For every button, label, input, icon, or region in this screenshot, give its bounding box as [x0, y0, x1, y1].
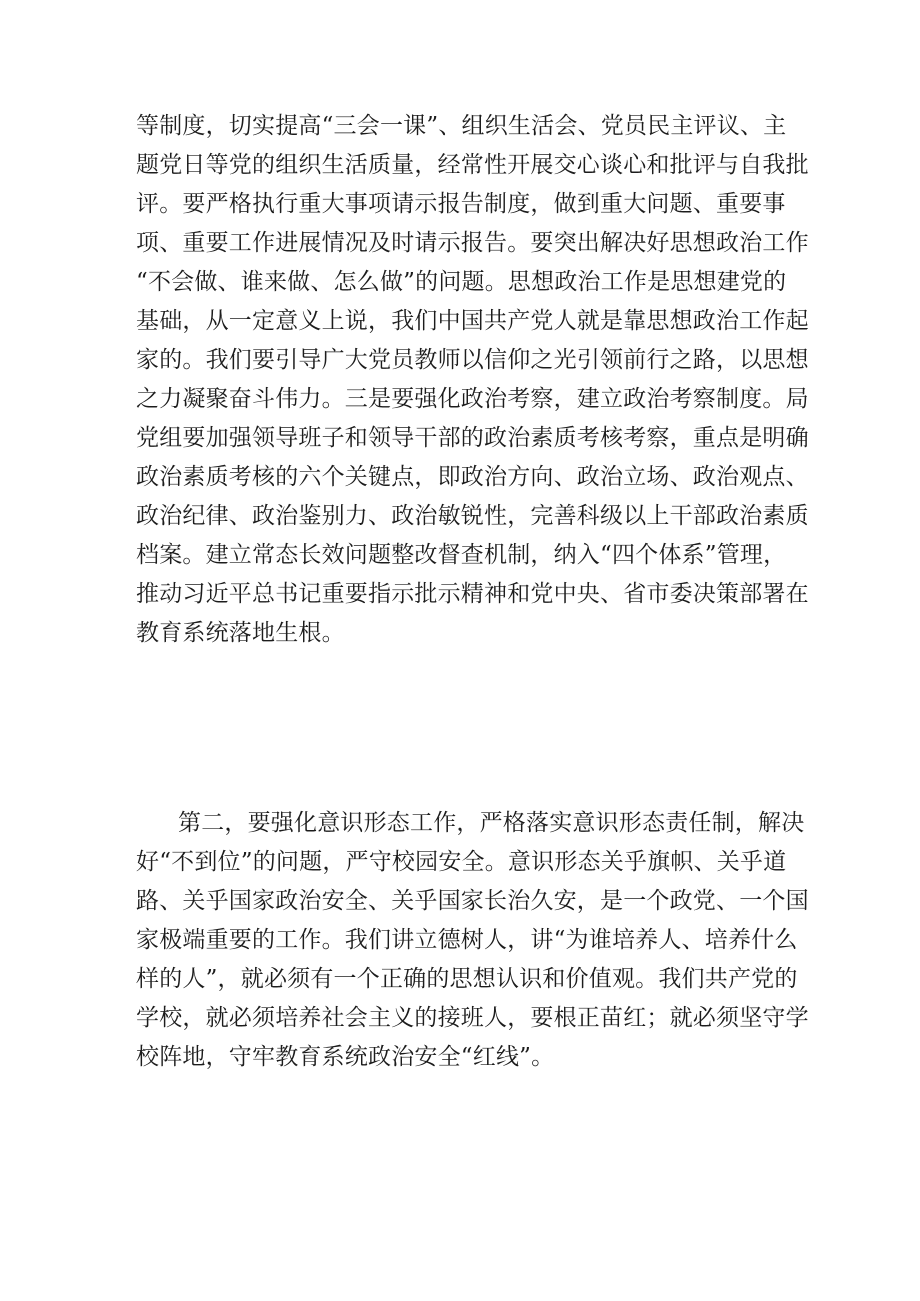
text-line: 好“不到位”的问题，严守校园安全。意识形态关乎旗帜、关乎道 — [136, 849, 787, 875]
text-line: 推动习近平总书记重要指示批示精神和党中央、省市委决策部署在 — [136, 581, 809, 607]
text-line: 校阵地，守牢教育系统政治安全“红线”。 — [136, 1044, 555, 1070]
text-line: 项、重要工作进展情况及时请示报告。要突出解决好思想政治工作 — [136, 230, 809, 256]
text-line: 样的人”，就必须有一个正确的思想认识和价值观。我们共产党的 — [136, 966, 798, 992]
paragraph-2 — [136, 804, 809, 1077]
text-line: 教育系统落地生根。 — [136, 620, 345, 646]
text-line: 档案。建立常态长效问题整改督查机制，纳入“四个体系”管理， — [136, 542, 787, 568]
text-line: 家的。我们要引导广大党员教师以信仰之光引领前行之路，以思想 — [136, 347, 809, 373]
text-line: 之力凝聚奋斗伟力。三是要强化政治考察，建立政治考察制度。局 — [136, 386, 809, 412]
text-line: 政治纪律、政治鉴别力、政治敏锐性，完善科级以上干部政治素质 — [136, 503, 809, 529]
text-line: “不会做、谁来做、怎么做”的问题。思想政治工作是思想建党的 — [136, 269, 787, 295]
text-line: 学校，就必须培养社会主义的接班人，要根正苗红；就必须坚守学 — [136, 1005, 809, 1031]
text-line: 基础，从一定意义上说，我们中国共产党人就是靠思想政治工作起 — [136, 308, 809, 334]
text-line: 评。要严格执行重大事项请示报告制度，做到重大问题、重要事 — [136, 191, 786, 217]
paragraph-1 — [136, 107, 809, 653]
text-line: 路、关乎国家政治安全、关乎国家长治久安，是一个政党、一个国 — [136, 888, 809, 914]
text-line: 党组要加强领导班子和领导干部的政治素质考核考察，重点是明确 — [136, 425, 809, 451]
text-line: 第二，要强化意识形态工作，严格落实意识形态责任制，解决 — [178, 810, 805, 836]
text-line: 等制度，切实提高“三会一课”、组织生活会、党员民主评议、主 — [136, 113, 787, 139]
text-line: 题党日等党的组织生活质量，经常性开展交心谈心和批评与自我批 — [136, 152, 809, 178]
text-line: 家极端重要的工作。我们讲立德树人，讲“为谁培养人、培养什么 — [136, 927, 798, 953]
text-line: 政治素质考核的六个关键点，即政治方向、政治立场、政治观点、 — [136, 464, 809, 490]
